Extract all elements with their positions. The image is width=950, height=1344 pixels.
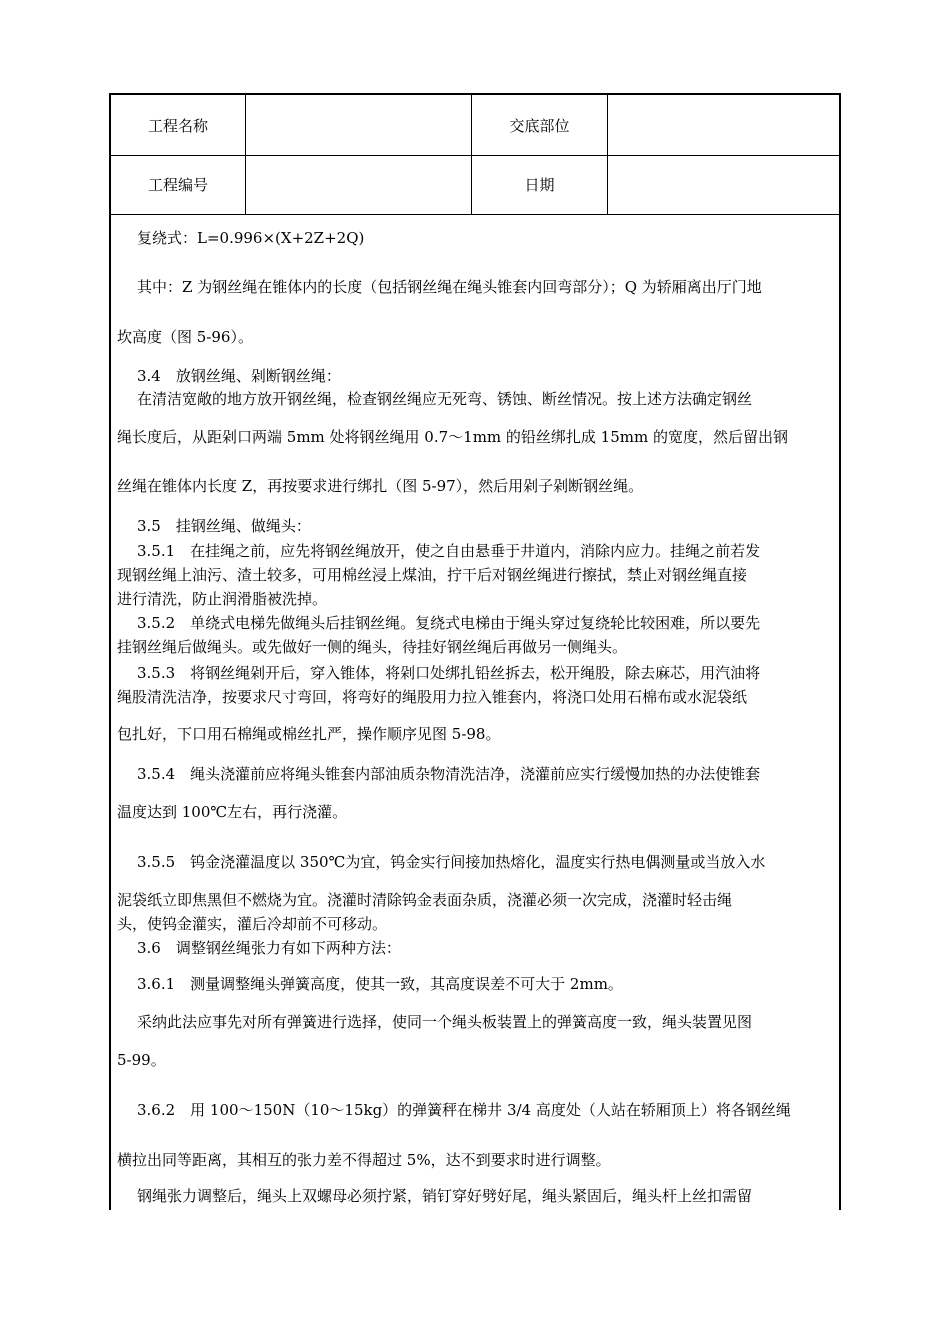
header-row-1 — [111, 95, 839, 156]
text-line: 5-99。 — [117, 1051, 166, 1069]
project-name-label: 工程名称 — [111, 95, 246, 155]
text-line: 3.5.4 绳头浇灌前应将绳头锥套内部油质杂物清洗洁净，浇灌前应实行缓慢加热的办法使锥套 — [137, 765, 761, 783]
location-label: 交底部位 — [472, 95, 608, 155]
text-line: 包扎好，下口用石棉绳或棉丝扎严，操作顺序见图 5-98。 — [117, 725, 501, 743]
text-line: 3.6.1 测量调整绳头弹簧高度，使其一致，其高度误差不可大于 2mm。 — [137, 975, 623, 993]
text-line: 3.5.1 在挂绳之前，应先将钢丝绳放开，使之自由悬垂于井道内，消除内应力。挂绳之前若发 — [137, 542, 761, 560]
text-line: 在清洁宽敞的地方放开钢丝绳，检查钢丝绳应无死弯、锈蚀、断丝情况。按上述方法确定钢丝 — [137, 390, 753, 408]
text-line: 绳股清洗洁净，按要求尺寸弯回，将弯好的绳股用力拉入锥套内，将浇口处用石棉布或水泥袋纸 — [117, 688, 748, 706]
text-line: 丝绳在锥体内长度 Z，再按要求进行绑扎（图 5-97），然后用剁子剁断钢丝绳。 — [117, 477, 644, 495]
text-line: 采纳此法应事先对所有弹簧进行选择，使同一个绳头板装置上的弹簧高度一致，绳头装置见图 — [137, 1013, 753, 1031]
text-line: 3.6.2 用 100～150N（10～15kg）的弹簧秤在梯井 3/4 高度处（人站在轿厢顶上）将各钢丝绳 — [137, 1101, 791, 1119]
text-line: 横拉出同等距离，其相互的张力差不得超过 5%，达不到要求时进行调整。 — [117, 1151, 611, 1169]
text-line: 温度达到 100℃左右，再行浇灌。 — [117, 803, 348, 821]
date-value — [608, 155, 841, 214]
text-line: 头，使钨金灌实，灌后冷却前不可移动。 — [117, 915, 388, 933]
text-line: 绳长度后，从距剁口两端 5mm 处将钢丝绳用 0.7～1mm 的铅丝绑扎成 15mm 的宽度，然后留出钢 — [117, 428, 788, 446]
text-line: 3.5.2 单绕式电梯先做绳头后挂钢丝绳。复绕式电梯由于绳头穿过复绕轮比较困难，所以要先 — [137, 614, 761, 632]
text-line: 3.5.5 钨金浇灌温度以 350℃为宜，钨金实行间接加热熔化，温度实行热电偶测量或当放入水 — [137, 853, 766, 871]
text-line: 泥袋纸立即焦黑但不燃烧为宜。浇灌时清除钨金表面杂质，浇灌必须一次完成，浇灌时轻击绳 — [117, 891, 733, 909]
text-line: 挂钢丝绳后做绳头。或先做好一侧的绳头，待挂好钢丝绳后再做另一侧绳头。 — [117, 638, 628, 656]
text-line: 其中：Z 为钢丝绳在锥体内的长度（包括钢丝绳在绳头锥套内回弯部分）；Q 为轿厢离出厅门地 — [137, 278, 762, 296]
section-heading: 3.6 调整钢丝绳张力有如下两种方法： — [137, 939, 401, 957]
text-line: 钢绳张力调整后，绳头上双螺母必须拧紧，销钉穿好劈好尾，绳头紧固后，绳头杆上丝扣需留 — [137, 1187, 753, 1205]
project-name-value — [246, 95, 472, 155]
text-line: 进行清洗，防止润滑脂被洗掉。 — [117, 590, 328, 608]
text-line: 复绕式：L=0.996×(X+2Z+2Q) — [137, 229, 365, 247]
form-table — [109, 93, 841, 1210]
project-no-label: 工程编号 — [111, 155, 246, 214]
section-heading: 3.4 放钢丝绳、剁断钢丝绳： — [137, 367, 341, 385]
date-label: 日期 — [472, 155, 608, 214]
header-row-2 — [111, 155, 839, 215]
text-line: 3.5.3 将钢丝绳剁开后，穿入锥体，将剁口处绑扎铅丝拆去，松开绳股，除去麻芯，用汽油将 — [137, 664, 761, 682]
text-line: 现钢丝绳上油污、渣土较多，可用棉丝浸上煤油，拧干后对钢丝绳进行擦拭，禁止对钢丝绳直接 — [117, 566, 748, 584]
section-heading: 3.5 挂钢丝绳、做绳头： — [137, 517, 311, 535]
location-value — [608, 95, 841, 155]
project-no-value — [246, 155, 472, 214]
text-line: 坎高度（图 5-96）。 — [117, 328, 253, 346]
